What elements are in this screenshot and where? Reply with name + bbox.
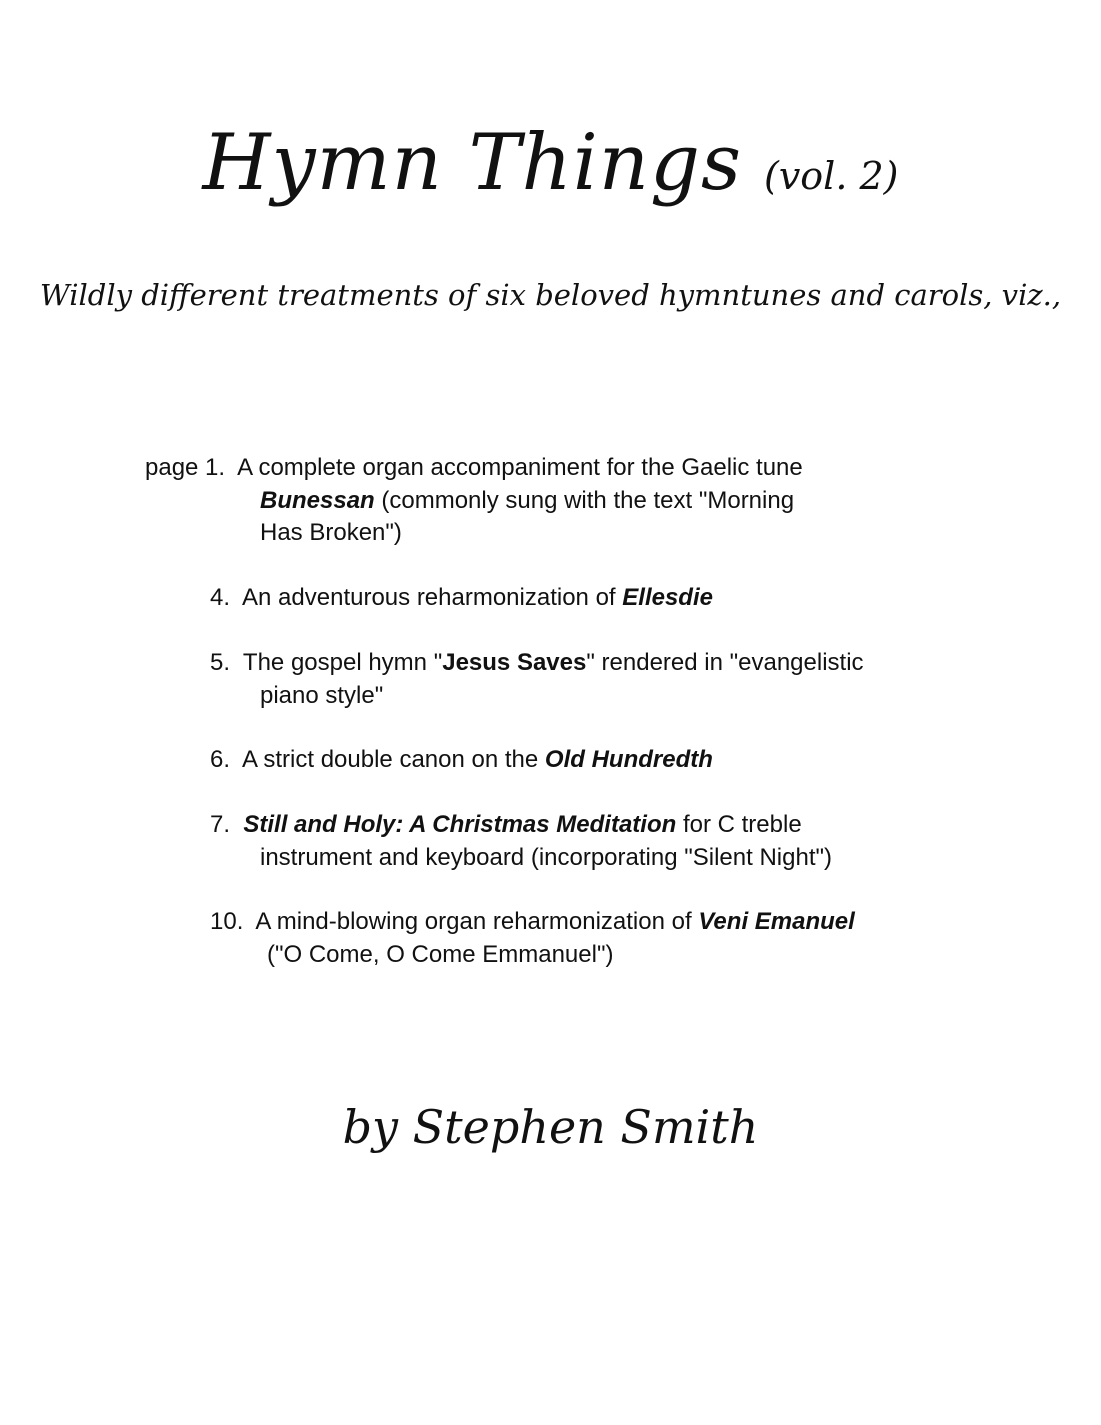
entry-text: The gospel hymn " (242, 649, 443, 676)
entry-line (210, 842, 832, 875)
title-main: Hymn Things (202, 118, 742, 208)
entry-line (145, 517, 803, 550)
entry-page-number: 5. (210, 649, 231, 676)
entry-line (145, 452, 803, 485)
entry-text: " rendered in "evangelistic (586, 649, 864, 676)
entry-work-title: Still and Holy: A Christmas Meditation (243, 811, 677, 838)
entry-page-number: 10. (210, 908, 244, 935)
title-volume: (vol. 2) (764, 154, 899, 198)
contents-entry-veni-emanuel (210, 906, 855, 971)
contents-entry-bunessan (145, 452, 803, 550)
entry-line (210, 939, 855, 972)
contents-entry-still-and-holy (210, 809, 832, 874)
entry-tune-name: Bunessan (260, 486, 375, 514)
contents-entry-jesus-saves (210, 647, 864, 712)
entry-page-number: page 1. (145, 454, 226, 481)
entry-page-number: 4. (210, 584, 231, 611)
entry-tune-name: Veni Emanuel (698, 908, 855, 935)
entry-line (145, 485, 803, 518)
entry-text: (commonly sung with the text "Morning (374, 486, 795, 514)
entry-text: for C treble (676, 811, 802, 838)
document-title (0, 118, 1101, 208)
entry-line (210, 906, 855, 939)
entry-tune-name: Jesus Saves (442, 649, 587, 676)
entry-line (210, 582, 713, 615)
entry-text: An adventurous reharmonization of (242, 584, 623, 611)
entry-text: Has Broken") (260, 519, 402, 546)
entry-page-number: 6. (210, 746, 231, 773)
entry-page-number: 7. (210, 811, 231, 838)
entry-text: instrument and keyboard (incorporating "Silent Night") (260, 843, 832, 871)
entry-tune-name: Ellesdie (622, 584, 713, 611)
entry-tune-name: Old Hundredth (544, 746, 713, 773)
entry-text: A mind-blowing organ reharmonization of (255, 908, 699, 935)
entry-line (210, 809, 832, 842)
entry-line (210, 647, 864, 680)
contents-entry-ellesdie (210, 582, 713, 615)
entry-line (210, 680, 864, 713)
entry-text: A complete organ accompaniment for the Gaelic tune (237, 454, 803, 481)
entry-text: piano style" (260, 681, 384, 709)
document-subtitle: Wildly different treatments of six beloved hymntunes and carols, viz., (39, 278, 1062, 312)
entry-text: A strict double canon on the (242, 746, 545, 773)
entry-line (210, 744, 713, 777)
author-byline: by Stephen Smith (342, 1100, 759, 1154)
entry-text: ("O Come, O Come Emmanuel") (267, 940, 614, 968)
contents-entry-old-hundredth (210, 744, 713, 777)
